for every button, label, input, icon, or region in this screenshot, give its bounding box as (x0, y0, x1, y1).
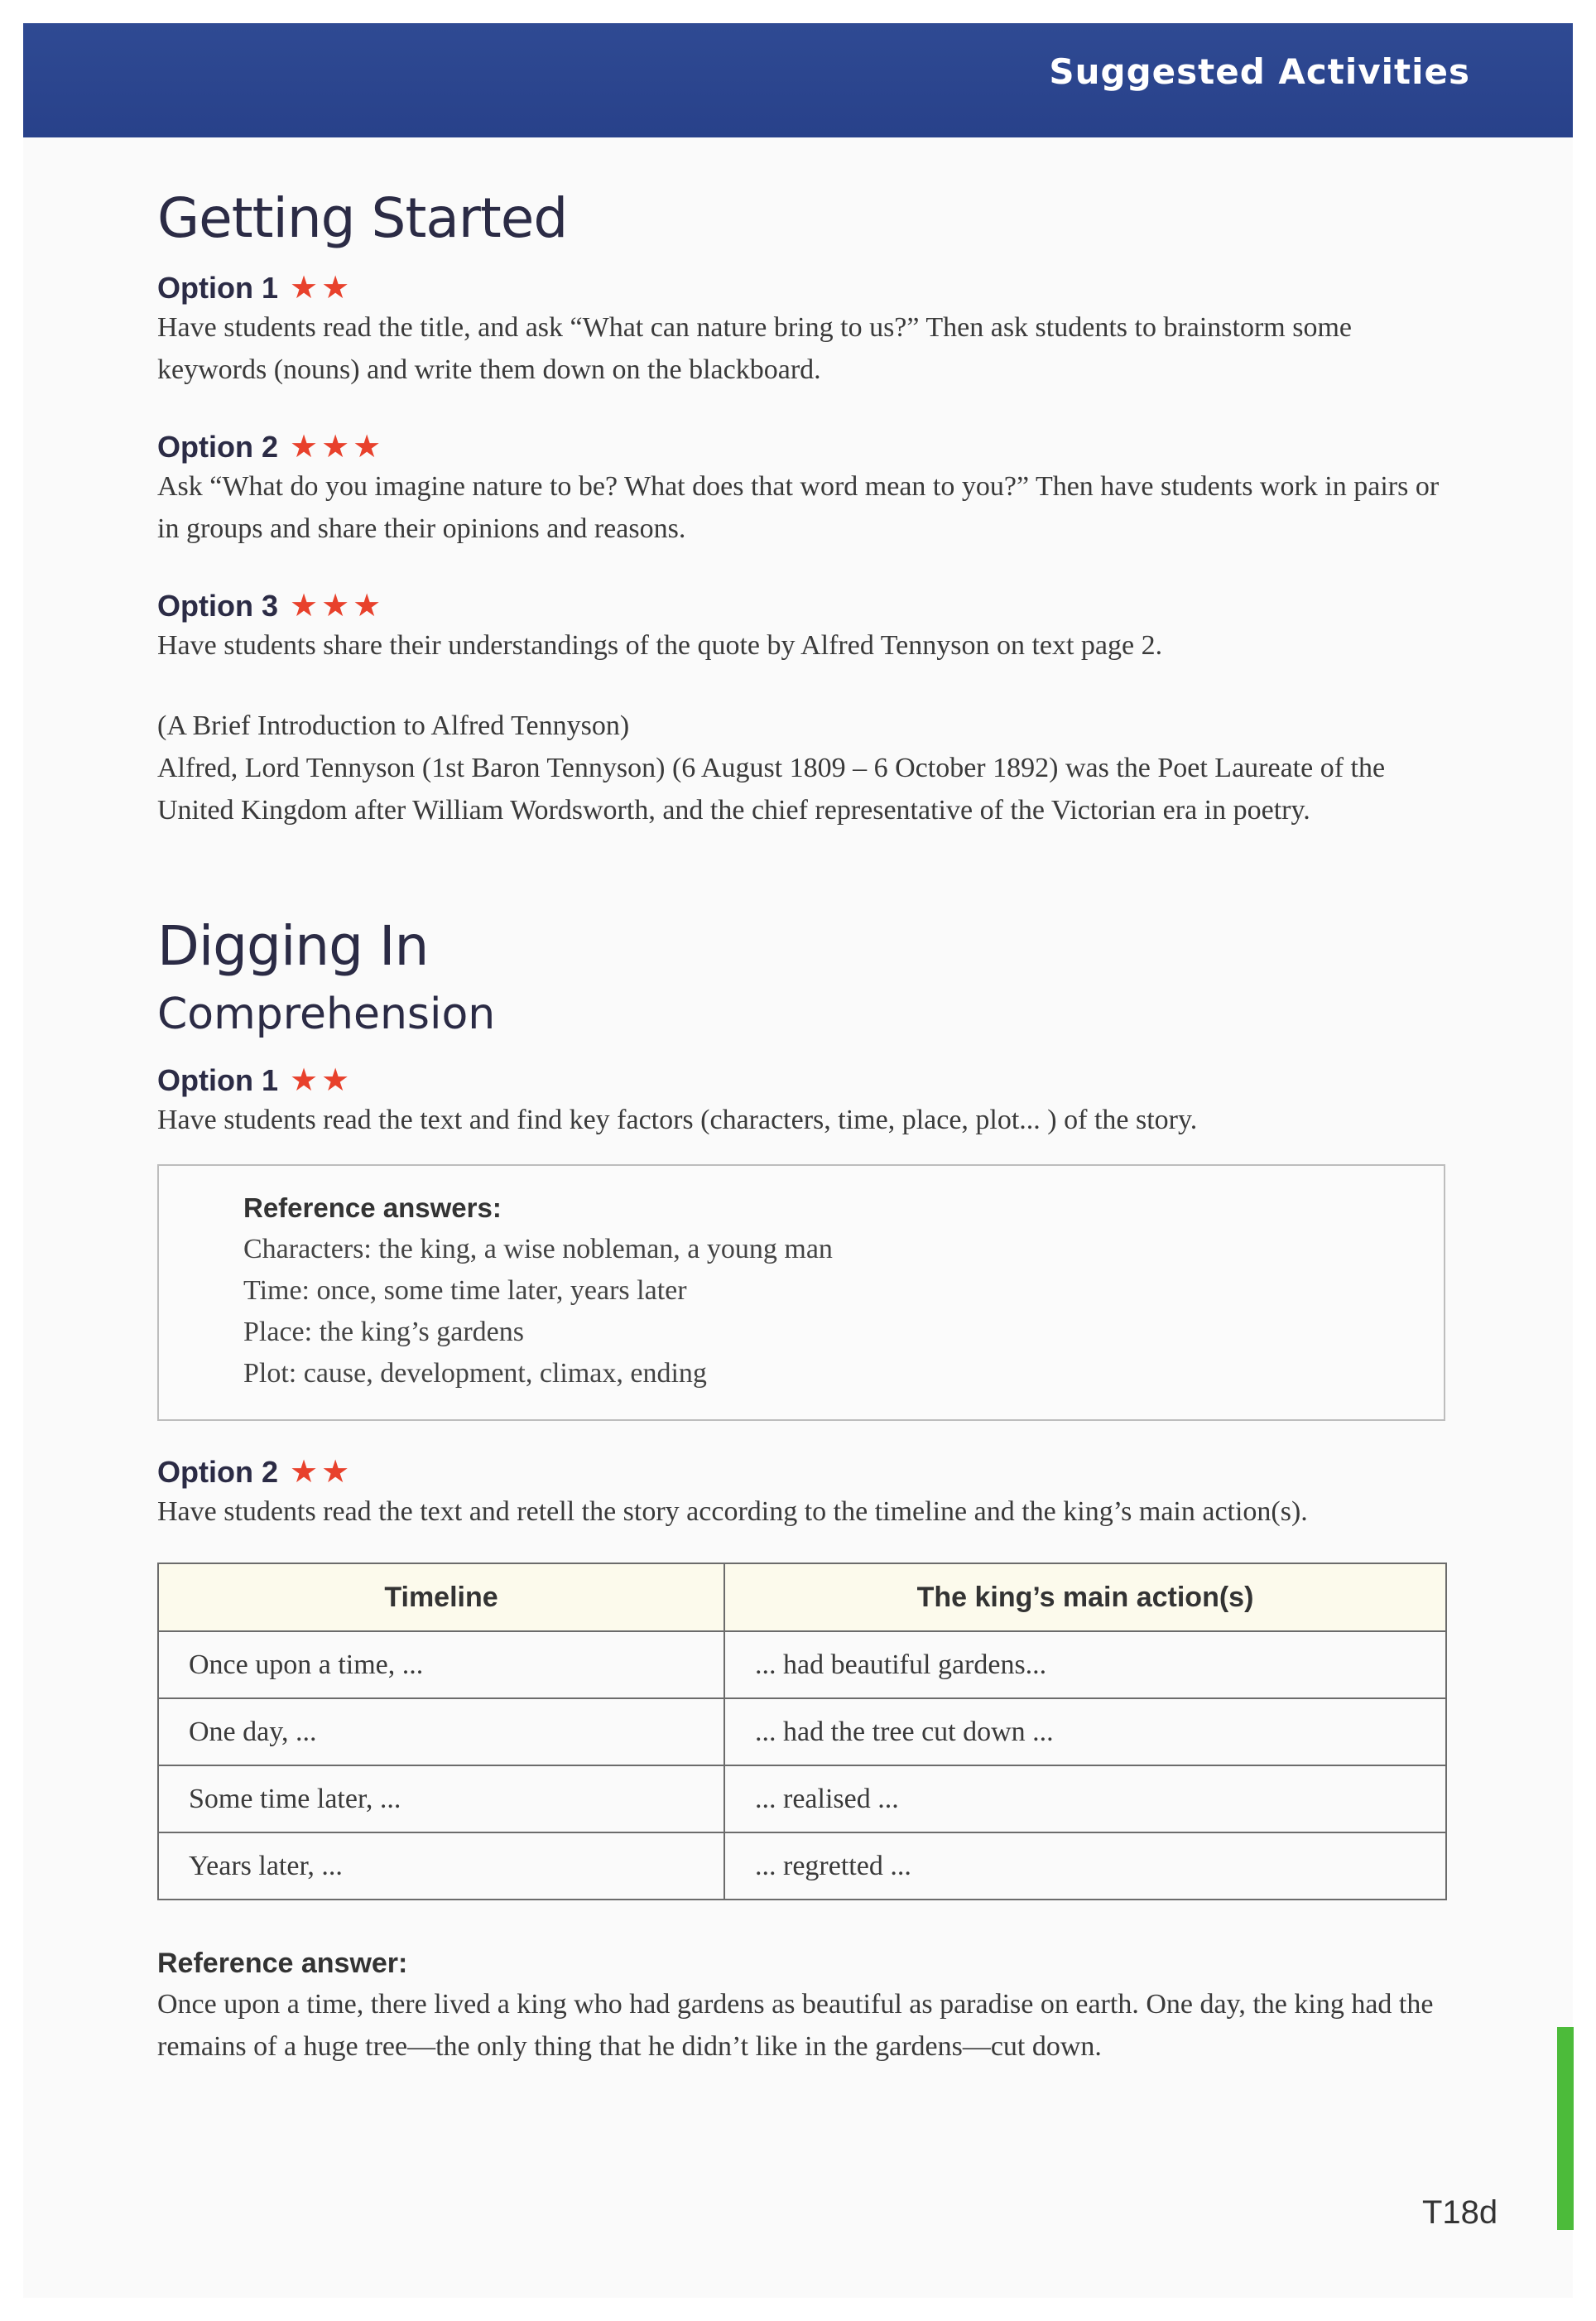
table-header-row (158, 1563, 1446, 1631)
table-cell: Some time later, ... (158, 1765, 724, 1832)
column-header-actions: The king’s main action(s) (724, 1563, 1446, 1631)
option-label: Option 1 (157, 1063, 278, 1097)
gs-option-1 (157, 270, 1445, 391)
option-text: Have students read the title, and ask “What can nature bring to us?” Then ask students to brainstorm some keywords (nouns) and write them down on the blackboard. (157, 312, 1353, 385)
table-cell: One day, ... (158, 1698, 724, 1765)
comprehension-subtitle: Comprehension (157, 990, 496, 1039)
getting-started-title: Getting Started (157, 186, 568, 250)
reference-line: Characters: the king, a wise nobleman, a young man (243, 1234, 833, 1264)
header-banner (23, 23, 1573, 137)
reference-answer-title: Reference answer: (157, 1948, 408, 1979)
option-label: Option 2 (157, 430, 278, 464)
option-label: Option 3 (157, 589, 278, 623)
table-row (158, 1832, 1446, 1900)
intro-text: Alfred, Lord Tennyson (1st Baron Tennyson) (6 August 1809 – 6 October 1892) was the Poet Laureate of the United Kingdom after William Wordsworth, and the chief representative of the Victorian era in poetry. (157, 753, 1386, 826)
option-text: Have students share their understandings of the quote by Alfred Tennyson on text page 2. (157, 630, 1163, 661)
star-rating-icon: ★★★ (290, 430, 385, 465)
table-cell: ... had the tree cut down ... (724, 1698, 1446, 1765)
page-edge-marker (1557, 2027, 1574, 2230)
table-cell: Once upon a time, ... (158, 1631, 724, 1698)
option-text: Ask “What do you imagine nature to be? What does that word mean to you?” Then have students work in pairs or in groups and share their opinions and reasons. (157, 471, 1440, 544)
table-cell: ... realised ... (724, 1765, 1446, 1832)
page-number: T18d (1422, 2194, 1498, 2231)
star-rating-icon: ★★★ (290, 589, 385, 624)
table-cell: ... regretted ... (724, 1832, 1446, 1900)
table-row (158, 1765, 1446, 1832)
gs-option-2 (157, 429, 1445, 550)
reference-line: Place: the king’s gardens (243, 1317, 524, 1347)
reference-line: Time: once, some time later, years later (243, 1275, 687, 1306)
main-content (157, 186, 1445, 2068)
table-cell: Years later, ... (158, 1832, 724, 1900)
timeline-table (157, 1563, 1447, 1900)
di-option-1 (157, 1062, 1445, 1421)
option-text: Have students read the text and retell the story according to the timeline and the king’s main action(s). (157, 1496, 1308, 1527)
star-rating-icon: ★★ (290, 1455, 353, 1490)
table-row (158, 1631, 1446, 1698)
reference-line: Plot: cause, development, climax, ending (243, 1358, 707, 1389)
column-header-timeline: Timeline (158, 1563, 724, 1631)
reference-answers-title: Reference answers: (243, 1192, 502, 1223)
reference-answers-box (157, 1164, 1445, 1421)
option-label: Option 1 (157, 271, 278, 305)
table-row (158, 1698, 1446, 1765)
option-label: Option 2 (157, 1455, 278, 1489)
intro-title: (A Brief Introduction to Alfred Tennyson) (157, 710, 630, 741)
header-title: Suggested Activities (1049, 51, 1470, 92)
di-option-2 (157, 1454, 1445, 1900)
option-text: Have students read the text and find key factors (characters, time, place, plot... ) of the story. (157, 1105, 1198, 1135)
tennyson-intro (157, 705, 1445, 831)
table-cell: ... had beautiful gardens... (724, 1631, 1446, 1698)
star-rating-icon: ★★ (290, 271, 353, 306)
digging-in-title: Digging In (157, 914, 429, 978)
star-rating-icon: ★★ (290, 1063, 353, 1098)
gs-option-3 (157, 588, 1445, 667)
reference-answer-text: Once upon a time, there lived a king who had gardens as beautiful as paradise on earth. One day, the king had the remains of a huge tree—the only thing that he didn’t like in the gardens—cut down. (157, 1989, 1434, 2062)
